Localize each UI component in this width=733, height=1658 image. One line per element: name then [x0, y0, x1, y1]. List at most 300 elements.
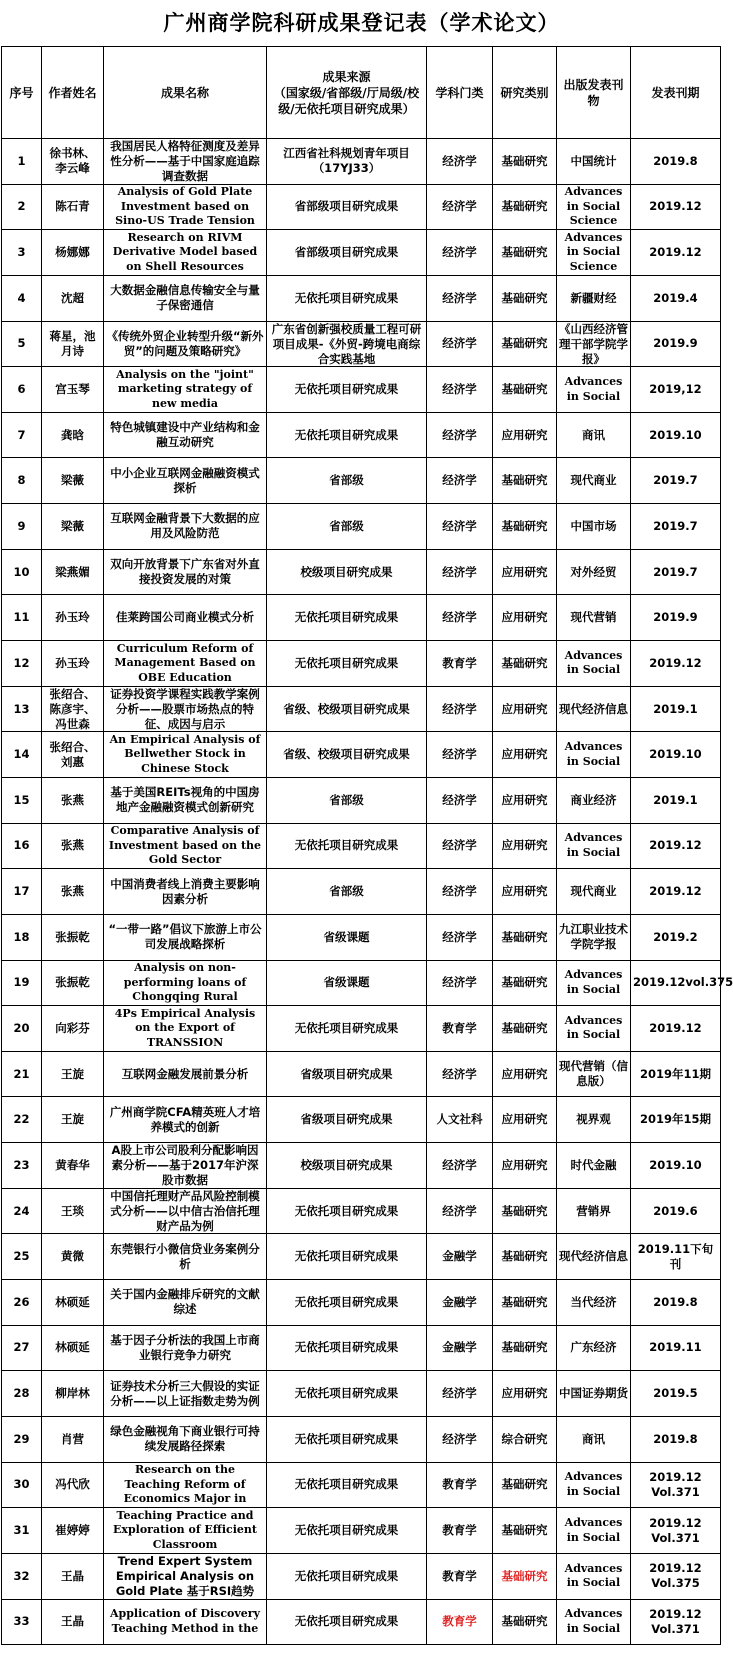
journal-cell-text: Advances in Social [564, 1516, 623, 1544]
issue-cell [631, 1371, 721, 1417]
discipline-cell-text: 经济学 [442, 929, 477, 944]
journal-cell-text: 视界观 [576, 1112, 611, 1127]
author-cell [42, 1371, 104, 1417]
source-cell [267, 412, 427, 458]
table-row [2, 777, 721, 823]
title-cell-text: 《传统外贸企业转型升级“新外贸”的问题及策略研究》 [106, 328, 264, 358]
source-cell [267, 960, 427, 1006]
source-cell [267, 1508, 427, 1554]
category-cell-text: 基础研究 [501, 1203, 548, 1218]
discipline-cell-text: 经济学 [442, 1431, 477, 1446]
title-cell [104, 1553, 267, 1599]
row-number [2, 777, 42, 823]
category-cell-text: 应用研究 [501, 610, 548, 625]
source-cell [267, 367, 427, 413]
header-row [2, 47, 721, 139]
discipline-cell-text: 经济学 [442, 838, 477, 853]
category-cell [493, 1006, 557, 1052]
journal-cell [557, 1416, 631, 1462]
issue-cell-text: 2019.12 Vol.375 [649, 1561, 702, 1591]
category-cell-text: 基础研究 [501, 655, 548, 670]
issue-cell-text: 2019,12 [649, 382, 702, 397]
category-cell-text: 基础研究 [501, 153, 548, 168]
title-cell-text: 互联网金融发展前景分析 [121, 1066, 249, 1081]
table-row [2, 823, 721, 869]
category-cell-text: 应用研究 [501, 1157, 548, 1172]
source-cell [267, 1188, 427, 1234]
journal-cell-text: 现代经济信息 [559, 701, 628, 716]
source-cell [267, 823, 427, 869]
issue-cell-text: 2019年11期 [639, 1066, 711, 1081]
issue-cell-text: 2019.11 [649, 1340, 702, 1355]
issue-cell [631, 458, 721, 504]
table-row [2, 1143, 721, 1189]
row-number [2, 1051, 42, 1097]
row-number-text: 19 [13, 975, 30, 990]
journal-cell-text: 当代经济 [570, 1294, 617, 1309]
issue-cell [631, 230, 721, 276]
category-cell [493, 321, 557, 367]
table-row [2, 1553, 721, 1599]
journal-cell [557, 1143, 631, 1189]
discipline-cell [427, 869, 493, 915]
category-cell-text: 基础研究 [501, 245, 548, 260]
author-cell-text: 王晶 [61, 1614, 84, 1629]
author-cell-text: 黄春华 [55, 1157, 90, 1172]
title-cell [104, 823, 267, 869]
journal-cell-text: 现代经济信息 [559, 1249, 628, 1264]
journal-cell [557, 549, 631, 595]
discipline-cell-text: 经济学 [442, 427, 477, 442]
author-cell [42, 1599, 104, 1645]
author-cell-text: 张绍合、刘惠 [49, 739, 96, 769]
journal-cell-text: Advances in Social [564, 648, 623, 677]
row-number [2, 1325, 42, 1371]
row-number [2, 1280, 42, 1326]
issue-cell-text: 2019.4 [653, 290, 698, 305]
author-cell-text: 张振乾 [55, 929, 90, 944]
journal-cell [557, 1234, 631, 1280]
discipline-cell [427, 275, 493, 321]
journal-cell-text: 现代营销（信息版） [559, 1059, 628, 1089]
title-cell-text: Comparative Analysis of Investment based on the Gold Sector [108, 824, 262, 867]
journal-cell [557, 914, 631, 960]
journal-cell [557, 139, 631, 185]
source-cell-text: 校级项目研究成果 [300, 1157, 393, 1172]
author-cell [42, 184, 104, 230]
discipline-cell [427, 1508, 493, 1554]
row-number-text: 14 [13, 747, 30, 762]
category-cell-text: 应用研究 [501, 747, 548, 762]
author-cell-text: 孙玉玲 [55, 610, 90, 625]
row-number [2, 641, 42, 687]
row-number [2, 1462, 42, 1508]
title-cell-text: 东莞银行小微信贷业务案例分析 [110, 1241, 260, 1271]
issue-cell-text: 2019.9 [653, 610, 698, 625]
source-cell [267, 1553, 427, 1599]
row-number [2, 321, 42, 367]
source-cell-text: 无依托项目研究成果 [294, 1477, 399, 1492]
discipline-cell-text: 金融学 [442, 1294, 477, 1309]
journal-cell-text: Advances in Social [564, 1561, 623, 1590]
title-cell [104, 1143, 267, 1189]
category-cell [493, 641, 557, 687]
source-cell [267, 1234, 427, 1280]
row-number [2, 549, 42, 595]
row-number [2, 1143, 42, 1189]
author-cell [42, 1188, 104, 1234]
title-cell [104, 960, 267, 1006]
title-cell [104, 777, 267, 823]
title-cell [104, 1051, 267, 1097]
discipline-cell [427, 184, 493, 230]
journal-cell-text: 现代商业 [570, 473, 617, 488]
row-number [2, 1508, 42, 1554]
author-cell-text: 张燕 [61, 792, 84, 807]
title-cell-text: 佳莱跨国公司商业模式分析 [116, 610, 254, 625]
source-cell-text: 无依托项目研究成果 [294, 838, 399, 853]
title-cell-text: Curriculum Reform of Management Based on OBE Education [114, 641, 256, 684]
issue-cell-text: 2019.7 [653, 564, 698, 579]
row-number-text: 23 [13, 1157, 30, 1172]
author-cell-text: 肖营 [61, 1431, 84, 1446]
discipline-cell-text: 金融学 [442, 1249, 477, 1264]
row-number [2, 1188, 42, 1234]
author-cell-text: 梁燕媚 [55, 564, 90, 579]
journal-cell [557, 777, 631, 823]
table-row [2, 1371, 721, 1417]
author-cell [42, 275, 104, 321]
category-cell-text: 基础研究 [501, 1249, 548, 1264]
source-cell [267, 869, 427, 915]
category-cell-text: 应用研究 [501, 427, 548, 442]
issue-cell-text: 2019.8 [653, 1431, 698, 1446]
category-cell [493, 1599, 557, 1645]
journal-cell [557, 595, 631, 641]
source-cell [267, 1416, 427, 1462]
category-cell-text: 应用研究 [501, 1112, 548, 1127]
row-number [2, 1097, 42, 1143]
title-cell [104, 1462, 267, 1508]
title-cell [104, 549, 267, 595]
journal-cell-text: Advances in Social Science [564, 185, 623, 228]
category-cell-text: 基础研究 [501, 382, 548, 397]
journal-cell-text: 九江职业技术学院学报 [559, 922, 628, 952]
issue-cell-text: 2019.12 [649, 1020, 702, 1035]
row-number-text: 32 [13, 1568, 30, 1583]
journal-cell [557, 184, 631, 230]
title-cell [104, 321, 267, 367]
journal-cell-text: 时代金融 [570, 1157, 617, 1172]
category-cell [493, 1097, 557, 1143]
issue-cell [631, 686, 721, 732]
title-cell [104, 1188, 267, 1234]
page-title: 广州商学院科研成果登记表（学术论文） [163, 11, 560, 35]
issue-cell [631, 275, 721, 321]
discipline-cell-text: 教育学 [442, 1020, 477, 1035]
source-cell [267, 686, 427, 732]
title-cell-text: Analysis on non-performing loans of Chongqing Rural [123, 961, 247, 1004]
row-number-text: 18 [13, 929, 30, 944]
author-cell-text: 王旋 [61, 1112, 84, 1127]
col-header-title: 成果名称 [104, 47, 267, 139]
discipline-cell [427, 1416, 493, 1462]
title-cell [104, 1234, 267, 1280]
author-cell [42, 549, 104, 595]
source-cell-text: 省部级项目研究成果 [294, 199, 399, 214]
issue-cell-text: 2019.10 [649, 427, 702, 442]
title-cell-text: Analysis on the "joint" marketing strategy of new media [116, 367, 254, 410]
issue-cell-text: 2019.12 Vol.371 [649, 1469, 702, 1499]
source-cell-text: 省级、校级项目研究成果 [283, 701, 410, 716]
source-cell-text: 无依托项目研究成果 [294, 1249, 399, 1264]
discipline-cell [427, 777, 493, 823]
author-cell-text: 梁薇 [61, 473, 84, 488]
col-header-discipline: 学科门类 [427, 47, 493, 139]
category-cell-text: 应用研究 [501, 1066, 548, 1081]
table-row [2, 321, 721, 367]
title-cell [104, 1280, 267, 1326]
table-row [2, 458, 721, 504]
issue-cell [631, 1097, 721, 1143]
discipline-cell [427, 732, 493, 778]
discipline-cell [427, 1051, 493, 1097]
row-number [2, 367, 42, 413]
title-cell-text: 特色城镇建设中产业结构和金融互动研究 [110, 420, 260, 450]
journal-cell-text: Advances in Social [564, 968, 623, 996]
category-cell-text: 基础研究 [501, 1523, 548, 1538]
table-row [2, 549, 721, 595]
journal-cell [557, 1508, 631, 1554]
discipline-cell-text: 人文社科 [436, 1112, 483, 1127]
journal-cell [557, 1006, 631, 1052]
table-row [2, 1416, 721, 1462]
source-cell-text: 无依托项目研究成果 [294, 382, 399, 397]
issue-cell [631, 367, 721, 413]
issue-cell [631, 1006, 721, 1052]
category-cell-text: 基础研究 [501, 929, 548, 944]
discipline-cell-text: 经济学 [442, 153, 477, 168]
discipline-cell [427, 1462, 493, 1508]
title-cell [104, 732, 267, 778]
title-cell [104, 184, 267, 230]
row-number-text: 30 [13, 1477, 30, 1492]
row-number-text: 12 [13, 655, 30, 670]
category-cell [493, 1371, 557, 1417]
discipline-cell-text: 经济学 [442, 747, 477, 762]
author-cell [42, 1553, 104, 1599]
discipline-cell-text: 教育学 [442, 1477, 477, 1492]
source-cell-text: 省部级项目研究成果 [294, 245, 399, 260]
journal-cell [557, 641, 631, 687]
source-cell [267, 504, 427, 550]
discipline-cell [427, 1006, 493, 1052]
source-cell-text: 无依托项目研究成果 [294, 1568, 399, 1583]
journal-cell-text: 对外经贸 [570, 564, 617, 579]
row-number [2, 504, 42, 550]
source-cell-text: 省级、校级项目研究成果 [283, 747, 410, 762]
author-cell [42, 777, 104, 823]
category-cell-text: 基础研究 [501, 290, 548, 305]
discipline-cell-text: 经济学 [442, 473, 477, 488]
row-number [2, 1371, 42, 1417]
title-cell-text: An Empirical Analysis of Bellwether Stock in Chinese Stock [109, 732, 261, 775]
author-cell-text: 黄微 [61, 1249, 84, 1264]
author-cell [42, 1462, 104, 1508]
source-cell-text: 无依托项目研究成果 [294, 1340, 399, 1355]
discipline-cell [427, 367, 493, 413]
col-header-no: 序号 [2, 47, 42, 139]
journal-cell [557, 275, 631, 321]
table-row [2, 641, 721, 687]
table-row [2, 1599, 721, 1645]
table-row [2, 275, 721, 321]
row-number-text: 21 [13, 1066, 30, 1081]
title-cell-text: 互联网金融背景下大数据的应用及风险防范 [110, 511, 260, 541]
discipline-cell-text: 教育学 [442, 1614, 477, 1629]
issue-cell-text: 2019.5 [653, 1386, 698, 1401]
author-cell [42, 412, 104, 458]
issue-cell [631, 641, 721, 687]
author-cell [42, 1006, 104, 1052]
title-cell [104, 504, 267, 550]
discipline-cell [427, 1599, 493, 1645]
author-cell [42, 230, 104, 276]
title-cell-text: Research on the Teaching Reform of Economics Major in [123, 1463, 247, 1506]
journal-cell [557, 1097, 631, 1143]
source-cell-text: 无依托项目研究成果 [294, 1203, 399, 1218]
row-number-text: 31 [13, 1523, 30, 1538]
title-cell [104, 1599, 267, 1645]
col-header-issue: 发表刊期 [631, 47, 721, 139]
discipline-cell-text: 经济学 [442, 610, 477, 625]
title-cell [104, 914, 267, 960]
title-cell-text: A股上市公司股利分配影响因素分析——基于2017年沪深股市数据 [111, 1143, 259, 1188]
table-row [2, 1234, 721, 1280]
journal-cell [557, 367, 631, 413]
category-cell-text: 基础研究 [501, 1340, 548, 1355]
discipline-cell [427, 412, 493, 458]
table-row [2, 1097, 721, 1143]
issue-cell [631, 412, 721, 458]
issue-cell-text: 2019.12 Vol.371 [649, 1515, 702, 1545]
table-row [2, 139, 721, 185]
author-cell [42, 869, 104, 915]
issue-cell-text: 2019.12vol.375 [633, 975, 733, 990]
col-header-author: 作者姓名 [42, 47, 104, 139]
issue-cell [631, 139, 721, 185]
category-cell-text: 基础研究 [501, 1477, 548, 1492]
discipline-cell-text: 经济学 [442, 792, 477, 807]
title-cell-text: Teaching Practice and Exploration of Efficient Classroom [113, 1508, 257, 1551]
table-row [2, 1006, 721, 1052]
issue-cell [631, 595, 721, 641]
source-cell [267, 230, 427, 276]
row-number [2, 184, 42, 230]
issue-cell [631, 732, 721, 778]
issue-cell [631, 777, 721, 823]
category-cell [493, 1462, 557, 1508]
issue-cell [631, 1188, 721, 1234]
source-cell [267, 458, 427, 504]
row-number-text: 17 [13, 884, 30, 899]
title-cell [104, 139, 267, 185]
category-cell [493, 549, 557, 595]
title-cell [104, 1371, 267, 1417]
discipline-cell-text: 经济学 [442, 1157, 477, 1172]
title-cell [104, 686, 267, 732]
title-cell-text: 关于国内金融排斥研究的文献综述 [110, 1287, 260, 1317]
author-cell-text: 冯代欣 [55, 1477, 90, 1492]
discipline-cell-text: 教育学 [442, 655, 477, 670]
discipline-cell-text: 经济学 [442, 336, 477, 351]
discipline-cell-text: 金融学 [442, 1340, 477, 1355]
discipline-cell [427, 1325, 493, 1371]
row-number [2, 1599, 42, 1645]
title-cell-text: “一带一路”倡议下旅游上市公司发展战略探析 [108, 922, 262, 952]
discipline-cell-text: 经济学 [442, 1203, 477, 1218]
source-cell [267, 1097, 427, 1143]
discipline-cell-text: 经济学 [442, 884, 477, 899]
issue-cell [631, 914, 721, 960]
discipline-cell [427, 321, 493, 367]
discipline-cell-text: 教育学 [442, 1523, 477, 1538]
row-number-text: 3 [17, 245, 26, 260]
category-cell [493, 1188, 557, 1234]
source-cell [267, 549, 427, 595]
source-cell-text: 省部级 [329, 473, 364, 488]
category-cell [493, 686, 557, 732]
journal-cell-text: 中国证券期货 [559, 1386, 628, 1401]
source-cell [267, 139, 427, 185]
row-number [2, 1234, 42, 1280]
category-cell [493, 139, 557, 185]
source-cell [267, 732, 427, 778]
author-cell-text: 林硕延 [55, 1340, 90, 1355]
category-cell [493, 914, 557, 960]
row-number-text: 16 [13, 838, 30, 853]
journal-cell-text: 营销界 [576, 1203, 611, 1218]
discipline-cell [427, 549, 493, 595]
discipline-cell-text: 经济学 [442, 701, 477, 716]
journal-cell [557, 1188, 631, 1234]
title-cell [104, 1097, 267, 1143]
title-cell-text: 广州商学院CFA精英班人才培养模式的创新 [109, 1104, 261, 1134]
author-cell [42, 1143, 104, 1189]
category-cell-text: 应用研究 [501, 1386, 548, 1401]
journal-cell [557, 1051, 631, 1097]
author-cell-text: 崔婷婷 [55, 1523, 90, 1538]
issue-cell [631, 1599, 721, 1645]
issue-cell-text: 2019.7 [653, 473, 698, 488]
source-cell [267, 777, 427, 823]
category-cell [493, 1143, 557, 1189]
author-cell-text: 蒋星，池月诗 [49, 328, 96, 358]
author-cell [42, 1097, 104, 1143]
author-cell-text: 张燕 [61, 838, 84, 853]
journal-cell-text: 商讯 [582, 427, 605, 442]
title-cell [104, 1006, 267, 1052]
category-cell [493, 823, 557, 869]
title-cell-text: 中国消费者线上消费主要影响因素分析 [110, 876, 260, 906]
row-number-text: 28 [13, 1386, 30, 1401]
row-number-text: 5 [17, 336, 26, 351]
table-row [2, 1051, 721, 1097]
discipline-cell [427, 504, 493, 550]
issue-cell [631, 1280, 721, 1326]
discipline-cell [427, 1280, 493, 1326]
journal-cell-text: 新疆财经 [570, 290, 617, 305]
